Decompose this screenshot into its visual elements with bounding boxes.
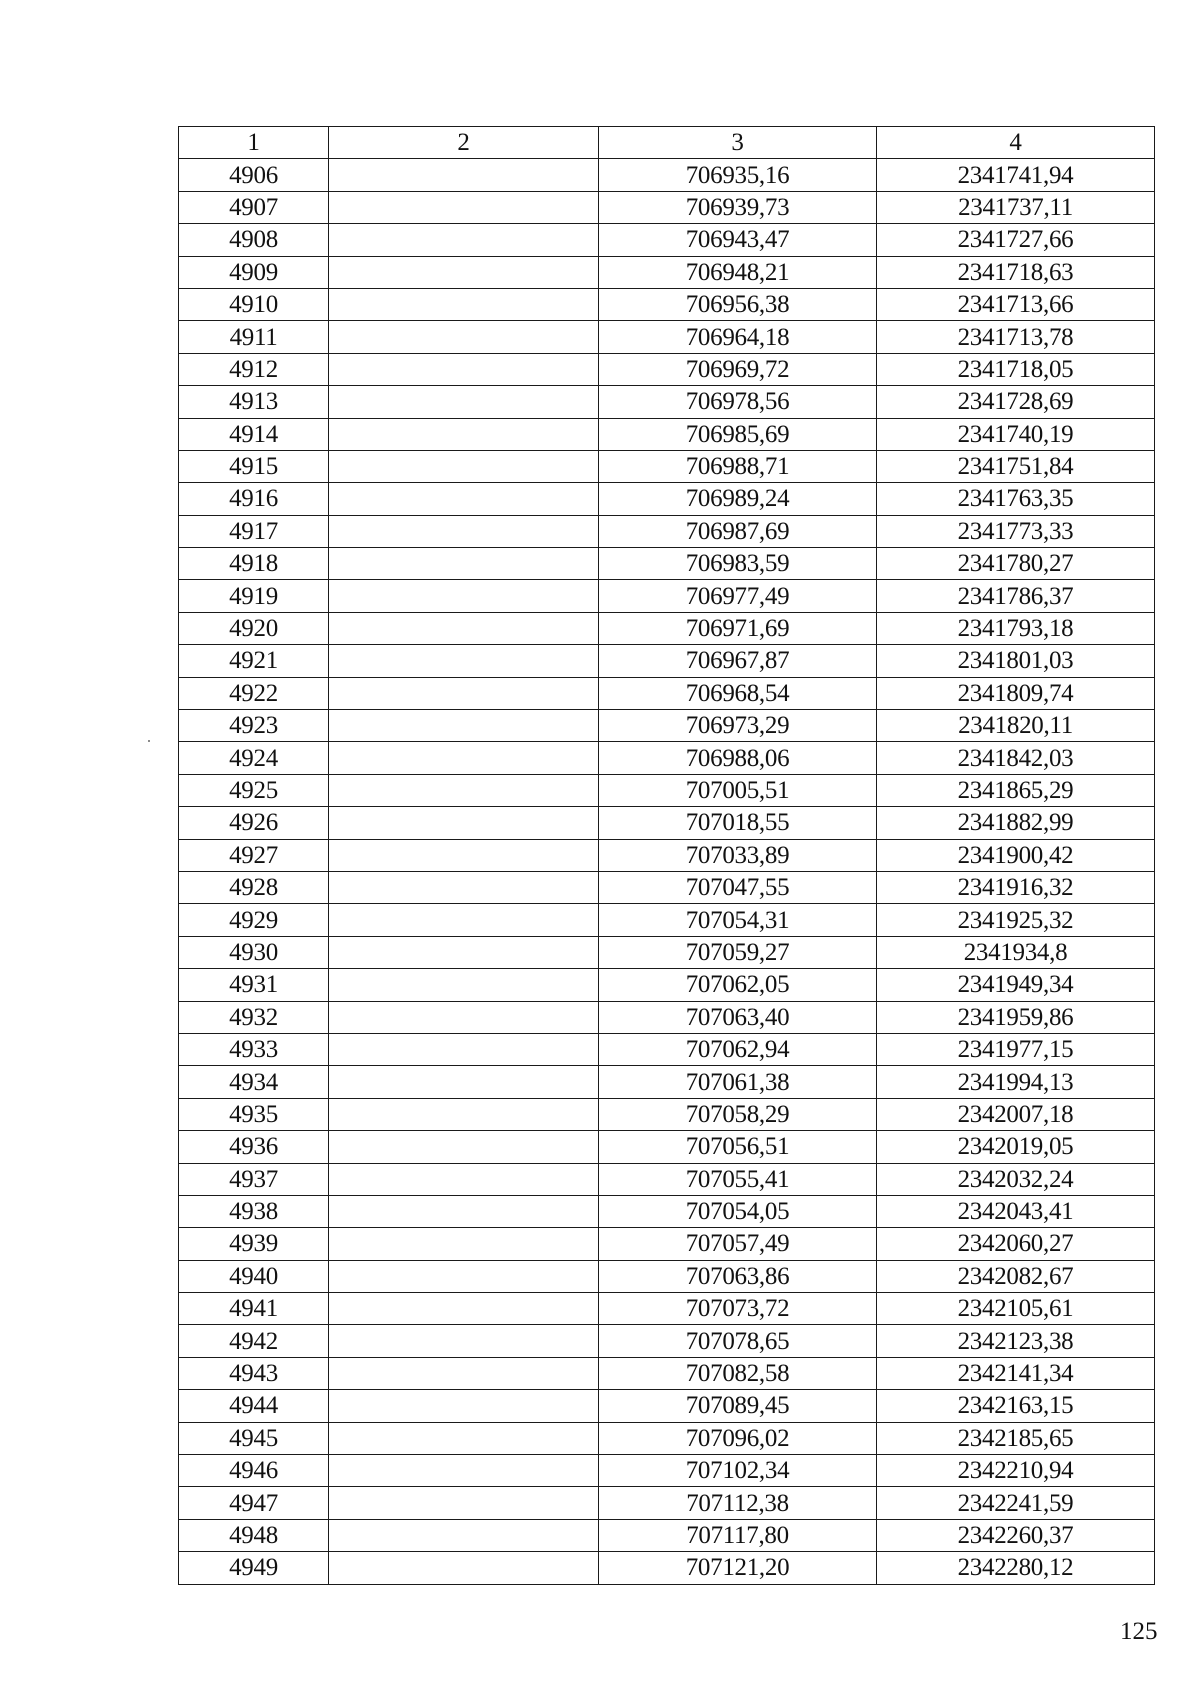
table-cell-col-4: 2342210,94 bbox=[877, 1455, 1155, 1487]
table-cell-col-3: 706977,49 bbox=[599, 580, 877, 612]
table-cell-col-2 bbox=[329, 548, 599, 580]
table-cell-col-3: 707047,55 bbox=[599, 871, 877, 903]
table-cell-col-3: 706969,72 bbox=[599, 353, 877, 385]
table-cell-col-4: 2341728,69 bbox=[877, 386, 1155, 418]
table-cell-col-2 bbox=[329, 191, 599, 223]
table-cell-col-1: 4920 bbox=[179, 612, 329, 644]
table-cell-col-3: 706939,73 bbox=[599, 191, 877, 223]
column-header-4: 4 bbox=[877, 127, 1155, 159]
table-cell-col-1: 4946 bbox=[179, 1455, 329, 1487]
table-cell-col-2 bbox=[329, 1552, 599, 1584]
table-cell-col-3: 707005,51 bbox=[599, 774, 877, 806]
table-cell-col-1: 4909 bbox=[179, 256, 329, 288]
table-cell-col-1: 4932 bbox=[179, 1001, 329, 1033]
table-row bbox=[179, 1163, 1155, 1195]
table-cell-col-1: 4916 bbox=[179, 483, 329, 515]
table-row bbox=[179, 224, 1155, 256]
table-row bbox=[179, 807, 1155, 839]
table-cell-col-4: 2341820,11 bbox=[877, 710, 1155, 742]
table-cell-col-3: 707062,94 bbox=[599, 1033, 877, 1065]
table-row bbox=[179, 612, 1155, 644]
table-row bbox=[179, 159, 1155, 191]
table-cell-col-4: 2342060,27 bbox=[877, 1228, 1155, 1260]
table-cell-col-1: 4934 bbox=[179, 1066, 329, 1098]
table-cell-col-4: 2341718,63 bbox=[877, 256, 1155, 288]
table-cell-col-1: 4908 bbox=[179, 224, 329, 256]
table-cell-col-2 bbox=[329, 1098, 599, 1130]
table-cell-col-1: 4935 bbox=[179, 1098, 329, 1130]
table-row bbox=[179, 580, 1155, 612]
table-cell-col-3: 707055,41 bbox=[599, 1163, 877, 1195]
table-row bbox=[179, 386, 1155, 418]
table-cell-col-3: 706935,16 bbox=[599, 159, 877, 191]
table-row bbox=[179, 1066, 1155, 1098]
table-row bbox=[179, 548, 1155, 580]
table-cell-col-3: 707054,05 bbox=[599, 1195, 877, 1227]
table-cell-col-3: 706967,87 bbox=[599, 645, 877, 677]
table-cell-col-3: 706956,38 bbox=[599, 288, 877, 320]
table-cell-col-2 bbox=[329, 353, 599, 385]
table-cell-col-1: 4922 bbox=[179, 677, 329, 709]
table-cell-col-3: 706973,29 bbox=[599, 710, 877, 742]
table-cell-col-3: 706943,47 bbox=[599, 224, 877, 256]
table-cell-col-4: 2342185,65 bbox=[877, 1422, 1155, 1454]
table-row bbox=[179, 742, 1155, 774]
table-row bbox=[179, 1487, 1155, 1519]
table-cell-col-2 bbox=[329, 1131, 599, 1163]
table-cell-col-4: 2341773,33 bbox=[877, 515, 1155, 547]
table-cell-col-3: 707058,29 bbox=[599, 1098, 877, 1130]
table-cell-col-1: 4940 bbox=[179, 1260, 329, 1292]
table-cell-col-4: 2341763,35 bbox=[877, 483, 1155, 515]
table-cell-col-1: 4910 bbox=[179, 288, 329, 320]
table-cell-col-2 bbox=[329, 1487, 599, 1519]
scan-speck bbox=[148, 740, 150, 742]
table-cell-col-1: 4919 bbox=[179, 580, 329, 612]
table-cell-col-1: 4948 bbox=[179, 1519, 329, 1551]
table-cell-col-3: 707018,55 bbox=[599, 807, 877, 839]
table-cell-col-1: 4945 bbox=[179, 1422, 329, 1454]
table-cell-col-4: 2341916,32 bbox=[877, 871, 1155, 903]
table-cell-col-1: 4936 bbox=[179, 1131, 329, 1163]
table-cell-col-4: 2341713,78 bbox=[877, 321, 1155, 353]
table-row bbox=[179, 1422, 1155, 1454]
table-cell-col-2 bbox=[329, 1325, 599, 1357]
table-cell-col-4: 2341718,05 bbox=[877, 353, 1155, 385]
table-row bbox=[179, 904, 1155, 936]
table-cell-col-2 bbox=[329, 1260, 599, 1292]
table-cell-col-2 bbox=[329, 321, 599, 353]
column-header-1: 1 bbox=[179, 127, 329, 159]
table-cell-col-4: 2341959,86 bbox=[877, 1001, 1155, 1033]
table-row bbox=[179, 936, 1155, 968]
column-header-2: 2 bbox=[329, 127, 599, 159]
table-row bbox=[179, 1228, 1155, 1260]
table-cell-col-3: 707056,51 bbox=[599, 1131, 877, 1163]
table-cell-col-2 bbox=[329, 288, 599, 320]
table-cell-col-1: 4928 bbox=[179, 871, 329, 903]
table-cell-col-2 bbox=[329, 742, 599, 774]
table-cell-col-2 bbox=[329, 1390, 599, 1422]
table-cell-col-3: 706983,59 bbox=[599, 548, 877, 580]
table-cell-col-2 bbox=[329, 1195, 599, 1227]
table-row bbox=[179, 710, 1155, 742]
table-header-row bbox=[179, 127, 1155, 159]
table-row bbox=[179, 1552, 1155, 1584]
table-cell-col-4: 2341977,15 bbox=[877, 1033, 1155, 1065]
table-cell-col-2 bbox=[329, 1228, 599, 1260]
table-cell-col-1: 4931 bbox=[179, 969, 329, 1001]
table-cell-col-1: 4947 bbox=[179, 1487, 329, 1519]
table-cell-col-1: 4906 bbox=[179, 159, 329, 191]
table-cell-col-1: 4944 bbox=[179, 1390, 329, 1422]
table-cell-col-3: 706989,24 bbox=[599, 483, 877, 515]
table-cell-col-4: 2341740,19 bbox=[877, 418, 1155, 450]
table-cell-col-1: 4937 bbox=[179, 1163, 329, 1195]
table-row bbox=[179, 871, 1155, 903]
table-cell-col-2 bbox=[329, 904, 599, 936]
table-cell-col-4: 2341737,11 bbox=[877, 191, 1155, 223]
table-cell-col-4: 2341786,37 bbox=[877, 580, 1155, 612]
table-row bbox=[179, 1260, 1155, 1292]
table-cell-col-1: 4933 bbox=[179, 1033, 329, 1065]
table-cell-col-2 bbox=[329, 1001, 599, 1033]
table-cell-col-4: 2342241,59 bbox=[877, 1487, 1155, 1519]
table-cell-col-3: 706968,54 bbox=[599, 677, 877, 709]
table-cell-col-1: 4914 bbox=[179, 418, 329, 450]
table-row bbox=[179, 1195, 1155, 1227]
table-cell-col-4: 2341801,03 bbox=[877, 645, 1155, 677]
table-cell-col-2 bbox=[329, 871, 599, 903]
table-row bbox=[179, 450, 1155, 482]
table-cell-col-2 bbox=[329, 159, 599, 191]
table-cell-col-1: 4917 bbox=[179, 515, 329, 547]
table-cell-col-3: 707096,02 bbox=[599, 1422, 877, 1454]
table-cell-col-2 bbox=[329, 1293, 599, 1325]
table-cell-col-3: 707063,86 bbox=[599, 1260, 877, 1292]
table-cell-col-4: 2341780,27 bbox=[877, 548, 1155, 580]
table-cell-col-2 bbox=[329, 1033, 599, 1065]
table-cell-col-2 bbox=[329, 515, 599, 547]
table-cell-col-1: 4913 bbox=[179, 386, 329, 418]
table-cell-col-4: 2341713,66 bbox=[877, 288, 1155, 320]
table-cell-col-2 bbox=[329, 1357, 599, 1389]
table-cell-col-2 bbox=[329, 774, 599, 806]
table-cell-col-2 bbox=[329, 580, 599, 612]
table-cell-col-3: 706978,56 bbox=[599, 386, 877, 418]
table-cell-col-2 bbox=[329, 807, 599, 839]
table-cell-col-2 bbox=[329, 710, 599, 742]
table-row bbox=[179, 1293, 1155, 1325]
table-cell-col-2 bbox=[329, 645, 599, 677]
table-cell-col-3: 707057,49 bbox=[599, 1228, 877, 1260]
table-cell-col-3: 707061,38 bbox=[599, 1066, 877, 1098]
table-cell-col-4: 2341793,18 bbox=[877, 612, 1155, 644]
table-cell-col-4: 2341900,42 bbox=[877, 839, 1155, 871]
table-cell-col-2 bbox=[329, 386, 599, 418]
table-cell-col-1: 4927 bbox=[179, 839, 329, 871]
table-cell-col-2 bbox=[329, 936, 599, 968]
table-cell-col-3: 707059,27 bbox=[599, 936, 877, 968]
table-cell-col-3: 707063,40 bbox=[599, 1001, 877, 1033]
table-row bbox=[179, 1001, 1155, 1033]
table-row bbox=[179, 1325, 1155, 1357]
table-cell-col-4: 2342043,41 bbox=[877, 1195, 1155, 1227]
table-cell-col-2 bbox=[329, 612, 599, 644]
table-cell-col-3: 707121,20 bbox=[599, 1552, 877, 1584]
table-cell-col-2 bbox=[329, 1066, 599, 1098]
table-row bbox=[179, 1098, 1155, 1130]
table-cell-col-3: 707117,80 bbox=[599, 1519, 877, 1551]
table-row bbox=[179, 677, 1155, 709]
table-cell-col-3: 707078,65 bbox=[599, 1325, 877, 1357]
page-number: 125 bbox=[1120, 1618, 1158, 1645]
table-cell-col-2 bbox=[329, 450, 599, 482]
table-row bbox=[179, 288, 1155, 320]
table-cell-col-2 bbox=[329, 1422, 599, 1454]
table-cell-col-4: 2342260,37 bbox=[877, 1519, 1155, 1551]
table-cell-col-2 bbox=[329, 677, 599, 709]
table-cell-col-2 bbox=[329, 483, 599, 515]
table-cell-col-1: 4924 bbox=[179, 742, 329, 774]
table-body bbox=[179, 159, 1155, 1584]
table-row bbox=[179, 353, 1155, 385]
table-cell-col-4: 2341809,74 bbox=[877, 677, 1155, 709]
table-cell-col-1: 4925 bbox=[179, 774, 329, 806]
table-cell-col-3: 706948,21 bbox=[599, 256, 877, 288]
table-cell-col-4: 2342141,34 bbox=[877, 1357, 1155, 1389]
table-cell-col-2 bbox=[329, 839, 599, 871]
table-cell-col-3: 707062,05 bbox=[599, 969, 877, 1001]
table-cell-col-4: 2342019,05 bbox=[877, 1131, 1155, 1163]
table-row bbox=[179, 645, 1155, 677]
table-cell-col-4: 2341994,13 bbox=[877, 1066, 1155, 1098]
table-cell-col-1: 4943 bbox=[179, 1357, 329, 1389]
table-cell-col-4: 2341882,99 bbox=[877, 807, 1155, 839]
table-cell-col-1: 4911 bbox=[179, 321, 329, 353]
table-row bbox=[179, 1131, 1155, 1163]
table-row bbox=[179, 256, 1155, 288]
table-cell-col-1: 4941 bbox=[179, 1293, 329, 1325]
table-row bbox=[179, 418, 1155, 450]
table-cell-col-1: 4949 bbox=[179, 1552, 329, 1584]
table-cell-col-3: 707054,31 bbox=[599, 904, 877, 936]
table-cell-col-4: 2341865,29 bbox=[877, 774, 1155, 806]
table-row bbox=[179, 839, 1155, 871]
table-cell-col-3: 706985,69 bbox=[599, 418, 877, 450]
table-cell-col-2 bbox=[329, 256, 599, 288]
table-cell-col-3: 706988,06 bbox=[599, 742, 877, 774]
table-cell-col-4: 2341949,34 bbox=[877, 969, 1155, 1001]
table-row bbox=[179, 969, 1155, 1001]
table-row bbox=[179, 774, 1155, 806]
table-cell-col-1: 4938 bbox=[179, 1195, 329, 1227]
table-cell-col-4: 2342105,61 bbox=[877, 1293, 1155, 1325]
table-cell-col-1: 4907 bbox=[179, 191, 329, 223]
table-cell-col-3: 706988,71 bbox=[599, 450, 877, 482]
table-cell-col-3: 707033,89 bbox=[599, 839, 877, 871]
table-cell-col-4: 2341934,8 bbox=[877, 936, 1155, 968]
table-cell-col-4: 2342032,24 bbox=[877, 1163, 1155, 1195]
table-cell-col-3: 706987,69 bbox=[599, 515, 877, 547]
table-cell-col-4: 2341925,32 bbox=[877, 904, 1155, 936]
table-cell-col-4: 2341741,94 bbox=[877, 159, 1155, 191]
table-row bbox=[179, 321, 1155, 353]
table-cell-col-2 bbox=[329, 224, 599, 256]
table-row bbox=[179, 1455, 1155, 1487]
table-row bbox=[179, 1519, 1155, 1551]
table-cell-col-4: 2342007,18 bbox=[877, 1098, 1155, 1130]
table-cell-col-2 bbox=[329, 1519, 599, 1551]
column-header-3: 3 bbox=[599, 127, 877, 159]
table-cell-col-1: 4930 bbox=[179, 936, 329, 968]
table-cell-col-3: 707102,34 bbox=[599, 1455, 877, 1487]
table-cell-col-1: 4921 bbox=[179, 645, 329, 677]
table-row bbox=[179, 1390, 1155, 1422]
table-cell-col-3: 706964,18 bbox=[599, 321, 877, 353]
table-row bbox=[179, 191, 1155, 223]
table-cell-col-1: 4915 bbox=[179, 450, 329, 482]
table-cell-col-3: 707073,72 bbox=[599, 1293, 877, 1325]
table-cell-col-4: 2341727,66 bbox=[877, 224, 1155, 256]
table-row bbox=[179, 1357, 1155, 1389]
table-cell-col-4: 2342082,67 bbox=[877, 1260, 1155, 1292]
table-cell-col-3: 707082,58 bbox=[599, 1357, 877, 1389]
table-cell-col-1: 4912 bbox=[179, 353, 329, 385]
table-cell-col-4: 2342123,38 bbox=[877, 1325, 1155, 1357]
table-cell-col-1: 4942 bbox=[179, 1325, 329, 1357]
table-cell-col-3: 706971,69 bbox=[599, 612, 877, 644]
table-row bbox=[179, 483, 1155, 515]
table-cell-col-4: 2341842,03 bbox=[877, 742, 1155, 774]
table-cell-col-4: 2342163,15 bbox=[877, 1390, 1155, 1422]
table-cell-col-2 bbox=[329, 969, 599, 1001]
table-row bbox=[179, 1033, 1155, 1065]
table-cell-col-3: 707089,45 bbox=[599, 1390, 877, 1422]
table-cell-col-1: 4929 bbox=[179, 904, 329, 936]
table-row bbox=[179, 515, 1155, 547]
table-cell-col-2 bbox=[329, 418, 599, 450]
table-cell-col-2 bbox=[329, 1163, 599, 1195]
table-cell-col-4: 2341751,84 bbox=[877, 450, 1155, 482]
table-cell-col-3: 707112,38 bbox=[599, 1487, 877, 1519]
table-cell-col-1: 4939 bbox=[179, 1228, 329, 1260]
table-cell-col-1: 4923 bbox=[179, 710, 329, 742]
coordinates-table bbox=[178, 126, 1155, 1585]
table-cell-col-1: 4926 bbox=[179, 807, 329, 839]
table-cell-col-4: 2342280,12 bbox=[877, 1552, 1155, 1584]
table-cell-col-1: 4918 bbox=[179, 548, 329, 580]
table-cell-col-2 bbox=[329, 1455, 599, 1487]
